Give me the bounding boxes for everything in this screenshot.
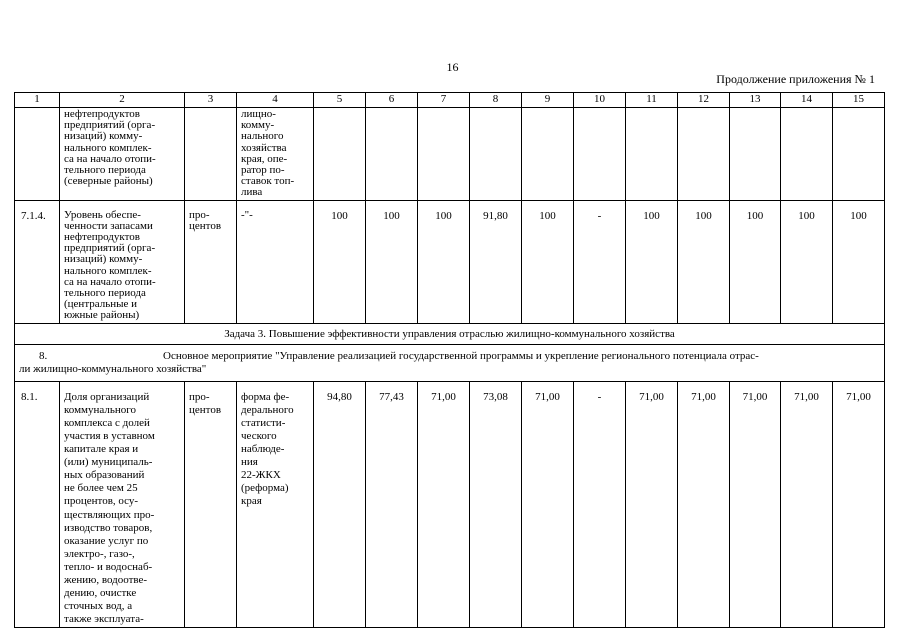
value-cell: 71,00 [781,381,833,628]
column-number: 7 [418,93,470,108]
indicator-name: Уровень обеспе- ченности запасами нефтепродуктов предприятий (орга- низаций) комму- нального комплек- са на начало отопи- тельного периода (центральные и южные районы) [60,200,185,323]
indicator-name: Доля организаций коммунального комплекса с долей участия в уставном капитале края и (или) муниципаль- ных образований не более чем 25 процентов, осу- ществляющих про- изводство товаров, оказание услуг по электро-, газо-, тепло- и водоснаб- жению, водоотве- дению, очистке сточных вод, а также эксплуата- [60,381,185,628]
measure-row [15,344,885,381]
value-cell: 100 [626,200,678,323]
task-row [15,323,885,344]
value-cell: 71,00 [678,381,730,628]
measure-title-line1: Основное мероприятие "Управление реализацией государственной программы и укрепление регионального потенциала отрас- [163,349,759,362]
column-number: 5 [314,93,366,108]
column-number: 9 [522,93,574,108]
value-cell: 100 [418,200,470,323]
task-heading: Задача 3. Повышение эффективности управления отраслью жилищно-коммунального хозяйства [15,323,885,344]
value-cell: 100 [678,200,730,323]
indicator-name: нефтепродуктов предприятий (орга- низаций) комму- нального комплек- са на начало отопи- тельного периода (северные районы) [60,108,185,201]
value-cell: 100 [314,200,366,323]
value-cell: 71,00 [626,381,678,628]
value-cell: - [574,381,626,628]
continuation-label: Продолжение приложения № 1 [716,72,875,86]
value-cell: 71,00 [833,381,885,628]
value-cell: 100 [522,200,574,323]
column-number: 10 [574,93,626,108]
value-cell: 91,80 [470,200,522,323]
table-row [15,381,885,628]
indicator-unit: про- центов [185,381,237,628]
column-number: 13 [730,93,781,108]
measure-title-line2: ли жилищно-коммунального хозяйства" [19,362,207,375]
column-number: 4 [237,93,314,108]
indicator-unit: про- центов [185,200,237,323]
row-index: 8. [39,349,48,362]
indicator-source: лищно- комму- нального хозяйства края, опе- ратор по- ставок топ- лива [237,108,314,201]
table-row [15,200,885,323]
column-number: 11 [626,93,678,108]
table-row-continued [15,108,885,201]
indicator-source: форма фе- дерального статисти- ческого наблюде- ния 22-ЖКХ (реформа) края [237,381,314,628]
value-cell: 71,00 [418,381,470,628]
column-number: 14 [781,93,833,108]
value-cell: 100 [730,200,781,323]
value-cell: 100 [833,200,885,323]
column-number: 8 [470,93,522,108]
value-cell: 100 [366,200,418,323]
measure-heading [15,344,885,381]
value-cell: 71,00 [522,381,574,628]
indicators-table [14,92,885,628]
indicator-source: -"- [237,200,314,323]
row-index: 7.1.4. [15,200,60,323]
value-cell: - [574,200,626,323]
column-number: 3 [185,93,237,108]
column-number: 6 [366,93,418,108]
value-cell: 77,43 [366,381,418,628]
column-number: 15 [833,93,885,108]
row-index: 8.1. [15,381,60,628]
value-cell: 71,00 [730,381,781,628]
column-number: 2 [60,93,185,108]
value-cell: 100 [781,200,833,323]
value-cell: 73,08 [470,381,522,628]
value-cell: 94,80 [314,381,366,628]
column-number: 12 [678,93,730,108]
column-number: 1 [15,93,60,108]
page-number: 16 [446,60,459,74]
column-number-row [15,93,885,108]
